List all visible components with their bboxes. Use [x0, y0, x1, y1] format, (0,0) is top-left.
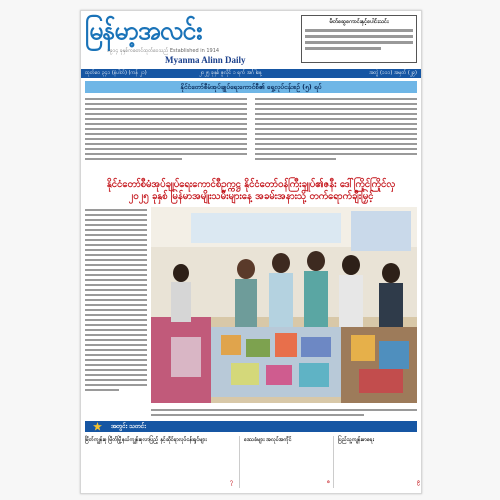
headline-line-2: ၂၀၂၅ ခုနှစ် မြန်မာအမျိုးသမီးများနေ့ အခမ်းအနားသို့ တက်ရောက်ချီးမြှင့်	[128, 191, 374, 202]
dateline-left: ထုတ်ဝေ ၃၄၁ (နံပါတ်) (ကန် ၂၁)	[85, 70, 147, 76]
teaser-text: ဒေသခံများ အလုပ်အကိုင်	[244, 437, 292, 443]
teaser-text: ပြည်သူ့ကျန်းမာရေး	[338, 437, 374, 443]
objectives-text-line	[305, 29, 413, 32]
objectives-text-line	[305, 35, 413, 38]
teaser-page-number: ၉	[417, 479, 420, 485]
inside-news-bar	[85, 421, 417, 432]
photo-caption	[151, 407, 417, 417]
masthead-established: ၁၉၁၄ ခုနှစ်ကစတင်ထုတ်ဝေသည် Established in 1914	[107, 48, 220, 54]
dateline-bar	[81, 69, 421, 78]
star-icon	[93, 422, 102, 431]
objectives-text-line	[305, 47, 381, 50]
article-body-column	[85, 207, 147, 403]
objectives-text-line	[305, 41, 413, 44]
text-column-left	[85, 96, 247, 174]
teaser-row	[85, 436, 420, 488]
inside-news-label: အတွင်း သတင်း	[111, 423, 146, 430]
five-tasks-columns	[85, 96, 417, 174]
section-header-bar: နိုင်ငံတော်စီမံအုပ်ချုပ်ရေးကောင်စီ၏ ရှေ့လုပ်ငန်းစဉ် (၅) ရပ်	[85, 81, 417, 93]
dateline-center: ၂၀၂၅ ခုနှစ် ဇူလိုင် ၁ ရက် အင်္ဂါနေ့	[199, 70, 262, 76]
objectives-title: မိတ်ဆွေကောင်းနှင့်ပေါင်းသင်း	[329, 19, 389, 25]
masthead-title: မြန်မာ့အလင်း	[85, 16, 202, 45]
masthead-english-name: Myanma Alinn Daily	[165, 55, 246, 65]
dateline-right: အတွဲ (၁၁၁) အမှတ် (၂၉)	[368, 70, 417, 76]
teaser-page-number: ၇	[230, 479, 233, 485]
teaser-page-number: ၈	[327, 479, 330, 485]
headline-line-1: နိုင်ငံတော်စီမံအုပ်ချုပ်ရေးကောင်စီဥက္ကဋ္ဌ နိုင်ငံတော်ဝန်ကြီးချုပ်၏ဇနီး ဒေါ်ကြိုင်ကြိုင်လှ	[106, 179, 396, 190]
masthead	[85, 15, 295, 67]
main-photo[interactable]	[151, 207, 417, 403]
teaser-item[interactable]	[239, 436, 332, 488]
teaser-text: မြိတ်ကျွန်းစု မြိတ်မြို့နယ်ကျွန်းစုလာပြည့် နှင့်ဆိုင်ရာလုပ်ငန်းရှင်များ	[85, 437, 207, 443]
newspaper-front-page[interactable]	[80, 10, 422, 494]
teaser-item[interactable]	[333, 436, 422, 488]
text-column-right	[255, 96, 417, 174]
teaser-item[interactable]	[85, 436, 235, 488]
objectives-box	[301, 15, 417, 63]
exhibition-photo-illustration	[151, 207, 417, 403]
main-headline[interactable]	[85, 179, 417, 203]
